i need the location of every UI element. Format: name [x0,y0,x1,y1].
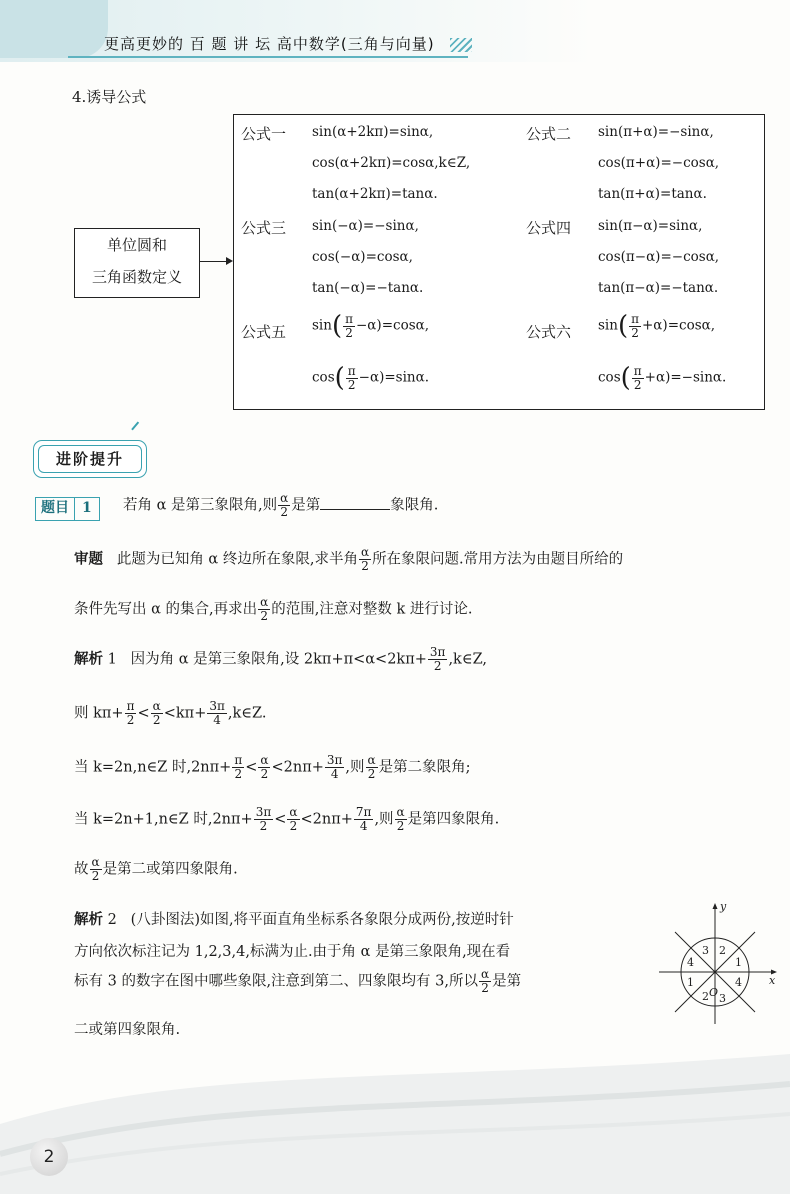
s1-l2-b: < [137,705,150,722]
frac-denominator: 2 [396,819,405,833]
formula-4-line-1: sin(π−α)=sinα, [598,218,703,234]
definition-line-1: 单位圆和 [106,236,167,254]
s1-l2-a: 则 kπ+ [74,705,124,722]
formula-box [233,114,765,410]
frac-denominator: 2 [260,767,269,781]
y-label: y [720,900,727,913]
octant-label: 3 [702,944,709,957]
frac-denominator: 2 [631,325,639,340]
frac-numerator: α [481,967,490,981]
frac-numerator: α [260,753,269,767]
formula-4-line-2: cos(π−α)=−cosα, [598,249,720,265]
frac-denominator: 4 [359,819,368,833]
y-axis-arrow-icon [713,903,718,909]
frac-denominator: 2 [152,713,161,727]
solution1-line-1 [74,646,487,673]
frac-numerator: α [289,805,298,819]
formula-2-label: 公式二 [526,125,572,143]
header-tab [0,0,108,58]
advanced-badge [33,440,147,478]
formula-5-rest-1: −α)=cosα, [356,317,430,334]
s1-l5-b: 是第二或第四象限角. [102,861,238,878]
frac-denominator: 2 [126,713,135,727]
s1-l3-e: 是第二象限角; [378,759,471,776]
formula-4-line-3: tan(π−α)=−tanα. [598,280,719,296]
formula-6-line-2: cos( $\frac{\pi}{2}$ +α)=−sinα. [598,363,727,393]
analysis-text-2a: 条件先写出 α 的集合,再求出 [74,601,258,618]
formula-5-line-1: sin( $\frac{\pi}{2}$ −α)=cosα, [312,311,430,341]
header-title: 更高更妙的 百 题 讲 坛 高中数学(三角与向量) [104,35,435,53]
frac-denominator: 2 [347,377,356,392]
analysis-line-1 [74,546,623,573]
formula-5-func-2: cos [312,369,335,386]
frac-denominator: 2 [433,659,442,673]
solution2-number: 2 [107,912,117,928]
formula-4-label: 公式四 [526,219,572,237]
frac-denominator: 2 [481,981,489,995]
formula-5-label: 公式五 [241,323,287,341]
formula-5-rest-2: −α)=sinα. [358,369,430,386]
formula-1-line-3: tan(α+2kπ)=tanα. [312,186,438,202]
formula-6-rest-1: +α)=cosα, [642,317,716,334]
footer-wave-decoration [0,1044,790,1194]
solution1-text-1b: ,k∈Z, [448,651,487,668]
formula-3-line-1: sin(−α)=−sinα, [312,218,419,234]
question-text [123,492,438,519]
s1-l4-b: < [274,811,287,828]
header-rule [68,56,468,58]
frac-numerator: π [234,753,243,767]
s1-l3-a: 当 k=2n,n∈Z 时,2nπ+ [74,759,232,776]
formula-5-func-1: sin [312,317,332,334]
solution1-line-3 [74,754,471,781]
frac-numerator: π [633,363,642,378]
solution1-line-5 [74,856,238,883]
s1-l4-d: ,则 [374,811,394,828]
question-tag-number: 1 [74,498,99,520]
frac-numerator: α [91,855,100,869]
octant-label: 3 [719,992,726,1005]
analysis-text-2b: 的范围,注意对整数 k 进行讨论. [271,601,473,618]
question-text-post: 是第 [291,497,321,514]
formula-1-line-1: sin(α+2kπ)=sinα, [312,124,434,140]
s1-l2-c: <kπ+ [163,705,207,722]
s1-l3-b: < [245,759,258,776]
solution1-line-4 [74,806,499,833]
analysis-text-1a: 此题为已知角 α 终边所在象限,求半角 [116,551,358,568]
frac-numerator: 3π [326,753,343,767]
frac-denominator: 4 [213,713,221,727]
octant-label: 4 [687,956,694,969]
frac-numerator: α [396,805,405,819]
frac-numerator: π [126,699,135,713]
analysis-text-1b: 所在象限问题.常用方法为由题目所给的 [372,551,624,568]
analysis-label: 审题 [74,551,103,568]
frac-denominator: 2 [234,767,243,781]
frac-numerator: π [631,311,639,326]
s1-l3-d: ,则 [345,759,365,776]
frac-denominator: 2 [259,819,268,833]
frac-numerator: 3π [209,699,225,713]
formula-1-line-2: cos(α+2kπ)=cosα,k∈Z, [312,155,471,171]
frac-denominator: 4 [330,767,339,781]
octant-diagram [657,898,781,1026]
s1-l4-c: <2nπ+ [300,811,353,828]
solution2-line-2: 方向依次标注记为 1,2,3,4,标满为止.由于角 α 是第三象限角,现在看 [74,944,511,960]
s1-l3-c: <2nπ+ [271,759,324,776]
solution2-line-4: 二或第四象限角. [74,1022,181,1038]
frac-denominator: 2 [345,325,353,340]
answer-blank[interactable] [320,495,390,510]
frac-denominator: 2 [361,559,369,573]
formula-6-func-1: sin [598,317,618,334]
definition-line-2: 三角函数定义 [91,268,182,286]
formula-6-rest-2: +α)=−sinα. [644,369,727,386]
solution1-label: 解析 [74,651,103,668]
question-text-pre: 若角 α 是第三象限角,则 [123,497,278,514]
frac-numerator: α [280,491,289,505]
solution2-label: 解析 [74,912,103,928]
analysis-line-2 [74,596,472,623]
frac-denominator: 2 [260,609,268,623]
octant-label: 1 [735,956,742,969]
frac-numerator: α [360,545,370,559]
frac-numerator: π [347,363,356,378]
formula-5-line-2: cos( $\frac{\pi}{2}$ −α)=sinα. [312,363,430,393]
solution2-text-1: (八卦图法)如图,将平面直角坐标系各象限分成两份,按逆时针 [130,912,514,928]
frac-denominator: 2 [289,819,298,833]
formula-3-line-3: tan(−α)=−tanα. [312,280,424,296]
s2-l3-post: 是第 [492,973,522,990]
formula-6-line-1: sin( $\frac{\pi}{2}$ +α)=cosα, [598,311,716,341]
frac-numerator: α [260,595,269,609]
formula-3-line-2: cos(−α)=cosα, [312,249,413,265]
frac-numerator: π [345,311,353,326]
x-label: x [769,974,776,987]
question-tag [35,497,100,521]
header-hatch-decoration [450,38,472,52]
frac-numerator: α [152,699,161,713]
solution1-number: 1 [107,651,117,668]
frac-denominator: 2 [633,377,642,392]
octant-label: 1 [687,976,694,989]
formula-2-line-2: cos(π+α)=−cosα, [598,155,720,171]
solution2-line-3 [74,968,521,995]
formula-3-label: 公式三 [241,219,287,237]
formula-2-line-1: sin(π+α)=−sinα, [598,124,714,140]
frac-denominator: 2 [91,869,100,883]
s2-l3-pre: 标有 3 的数字在图中哪些象限,注意到第二、四象限均有 3,所以 [74,973,478,990]
frac-numerator: 3π [429,645,446,659]
formula-1-label: 公式一 [241,125,287,143]
s1-l5-a: 故 [74,861,89,878]
frac-denominator: 2 [280,505,288,519]
solution1-text-1a: 因为角 α 是第三象限角,设 2kπ+π<α<2kπ+ [130,651,427,668]
section-title: 4.诱导公式 [72,88,147,106]
origin-label: O [709,986,719,999]
s1-l2-d: ,k∈Z. [227,705,267,722]
formula-6-func-2: cos [598,369,621,386]
s1-l4-a: 当 k=2n+1,n∈Z 时,2nπ+ [74,811,253,828]
octant-label: 2 [702,990,709,1003]
frac-numerator: 7π [355,805,372,819]
formula-6-label: 公式六 [526,323,572,341]
octant-label: 4 [735,976,742,989]
advanced-tick-decoration [131,421,139,430]
formula-2-line-3: tan(π+α)=tanα. [598,186,707,202]
question-tag-label: 题目 [41,500,69,516]
question-text-end: 象限角. [390,497,439,514]
solution2-line-1 [74,908,514,929]
right-arrow-icon [199,261,231,262]
definition-box [74,228,200,298]
solution1-line-2 [74,700,266,727]
octant-label: 2 [719,944,726,957]
frac-numerator: 3π [255,805,272,819]
frac-numerator: α [367,753,376,767]
advanced-title: 进阶提升 [38,445,142,473]
page-number: 2 [30,1138,68,1176]
s1-l4-e: 是第四象限角. [407,811,500,828]
frac-denominator: 2 [367,767,376,781]
